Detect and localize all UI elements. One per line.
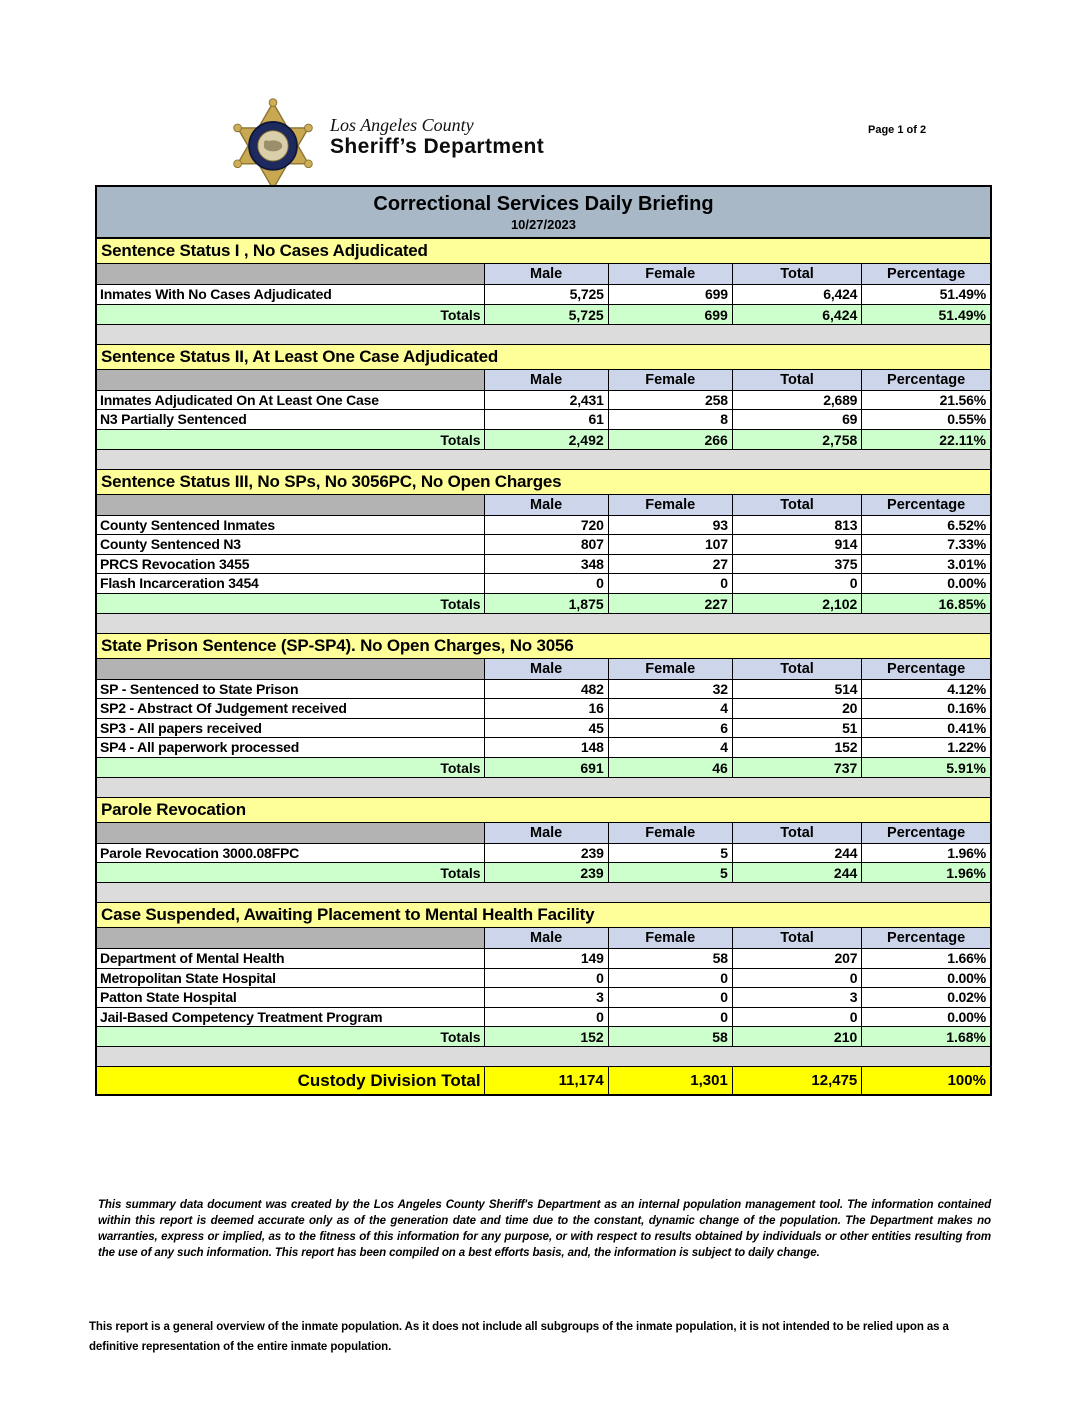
table-row — [97, 699, 990, 719]
row-value: 0 — [609, 969, 733, 989]
report-title-bar — [97, 187, 990, 239]
table-row — [97, 969, 990, 989]
agency-name-line1: Los Angeles County — [330, 115, 474, 135]
totals-value: 51.49% — [862, 305, 990, 325]
totals-value: 227 — [609, 594, 733, 614]
custody-total-male: 11,174 — [485, 1067, 609, 1094]
column-header-spacer — [97, 370, 485, 391]
report-section — [97, 634, 990, 798]
column-header: Male — [485, 264, 609, 285]
row-value: 1.22% — [862, 738, 990, 758]
row-value: 258 — [609, 391, 733, 411]
column-header-spacer — [97, 928, 485, 949]
row-value: 5 — [609, 844, 733, 864]
totals-label: Totals — [97, 1027, 485, 1047]
row-value: 93 — [609, 516, 733, 536]
totals-label: Totals — [97, 594, 485, 614]
report-section — [97, 345, 990, 470]
row-value: 0.16% — [862, 699, 990, 719]
section-heading: Sentence Status II, At Least One Case Adjudicated — [97, 345, 990, 370]
totals-value: 239 — [485, 863, 609, 883]
report-title: Correctional Services Daily Briefing — [373, 193, 714, 215]
custody-total-female: 1,301 — [609, 1067, 733, 1094]
column-header: Percentage — [862, 823, 990, 844]
row-value: 6,424 — [733, 285, 862, 305]
totals-label: Totals — [97, 430, 485, 450]
row-value: 1.96% — [862, 844, 990, 864]
totals-value: 1,875 — [485, 594, 609, 614]
totals-row — [97, 758, 990, 778]
row-value: 0 — [485, 1008, 609, 1028]
row-value: 207 — [733, 949, 862, 969]
section-separator — [97, 325, 990, 345]
column-header: Percentage — [862, 264, 990, 285]
totals-label: Totals — [97, 305, 485, 325]
totals-value: 699 — [609, 305, 733, 325]
column-header: Female — [609, 928, 733, 949]
row-label: Parole Revocation 3000.08FPC — [97, 844, 485, 864]
section-separator — [97, 614, 990, 634]
row-value: 3 — [485, 988, 609, 1008]
row-value: 0 — [485, 574, 609, 594]
row-value: 375 — [733, 555, 862, 575]
report-section — [97, 798, 990, 904]
totals-value: 1.68% — [862, 1027, 990, 1047]
row-label: SP3 - All papers received — [97, 719, 485, 739]
column-header-spacer — [97, 495, 485, 516]
row-value: 239 — [485, 844, 609, 864]
totals-row — [97, 430, 990, 450]
column-header: Female — [609, 823, 733, 844]
row-label: Patton State Hospital — [97, 988, 485, 1008]
row-value: 51 — [733, 719, 862, 739]
column-header-row — [97, 264, 990, 285]
column-header: Percentage — [862, 495, 990, 516]
report-section — [97, 470, 990, 634]
section-separator — [97, 883, 990, 903]
row-value: 2,431 — [485, 391, 609, 411]
row-label: SP2 - Abstract Of Judgement received — [97, 699, 485, 719]
row-value: 6 — [609, 719, 733, 739]
column-header: Total — [733, 264, 862, 285]
totals-value: 5,725 — [485, 305, 609, 325]
document-header — [0, 0, 1088, 185]
row-value: 20 — [733, 699, 862, 719]
row-label: Metropolitan State Hospital — [97, 969, 485, 989]
row-value: 51.49% — [862, 285, 990, 305]
row-value: 807 — [485, 535, 609, 555]
column-header: Female — [609, 495, 733, 516]
agency-logotype — [330, 116, 544, 158]
column-header: Male — [485, 928, 609, 949]
totals-value: 2,758 — [733, 430, 862, 450]
totals-value: 737 — [733, 758, 862, 778]
row-value: 69 — [733, 410, 862, 430]
totals-value: 266 — [609, 430, 733, 450]
totals-value: 6,424 — [733, 305, 862, 325]
row-label: County Sentenced N3 — [97, 535, 485, 555]
row-value: 0.00% — [862, 574, 990, 594]
table-row — [97, 988, 990, 1008]
totals-value: 152 — [485, 1027, 609, 1047]
table-row — [97, 410, 990, 430]
totals-value: 244 — [733, 863, 862, 883]
totals-value: 46 — [609, 758, 733, 778]
totals-value: 16.85% — [862, 594, 990, 614]
table-row — [97, 555, 990, 575]
table-row — [97, 680, 990, 700]
column-header: Total — [733, 495, 862, 516]
row-value: 0 — [609, 1008, 733, 1028]
column-header: Female — [609, 659, 733, 680]
row-value: 61 — [485, 410, 609, 430]
row-value: 4 — [609, 738, 733, 758]
table-row — [97, 516, 990, 536]
row-value: 21.56% — [862, 391, 990, 411]
row-value: 0 — [733, 1008, 862, 1028]
row-value: 482 — [485, 680, 609, 700]
row-value: 0 — [609, 574, 733, 594]
row-label: Flash Incarceration 3454 — [97, 574, 485, 594]
column-header: Percentage — [862, 928, 990, 949]
table-row — [97, 391, 990, 411]
row-value: 813 — [733, 516, 862, 536]
column-header: Female — [609, 264, 733, 285]
section-heading: Sentence Status I , No Cases Adjudicated — [97, 239, 990, 264]
page-number: Page 1 of 2 — [868, 124, 927, 136]
report-footnote: This report is a general overview of the inmate population. As it does not include all subgroups of the inmate population, it is not intended to be relied upon as a definitive representation of the entire inmate population. — [89, 1320, 949, 1353]
column-header: Male — [485, 370, 609, 391]
table-row — [97, 738, 990, 758]
row-value: 148 — [485, 738, 609, 758]
row-value: 6.52% — [862, 516, 990, 536]
row-label: N3 Partially Sentenced — [97, 410, 485, 430]
row-value: 1.66% — [862, 949, 990, 969]
section-separator — [97, 778, 990, 798]
row-value: 0.00% — [862, 969, 990, 989]
column-header: Female — [609, 370, 733, 391]
totals-value: 58 — [609, 1027, 733, 1047]
row-value: 58 — [609, 949, 733, 969]
column-header: Total — [733, 370, 862, 391]
row-value: 0 — [733, 574, 862, 594]
custody-division-total-label: Custody Division Total — [97, 1067, 485, 1094]
custody-division-total-row — [97, 1067, 990, 1094]
agency-name-line2: Sheriff’s Department — [330, 134, 545, 158]
row-value: 720 — [485, 516, 609, 536]
row-value: 514 — [733, 680, 862, 700]
column-header-row — [97, 823, 990, 844]
column-header-row — [97, 370, 990, 391]
column-header: Male — [485, 495, 609, 516]
totals-label: Totals — [97, 863, 485, 883]
row-value: 16 — [485, 699, 609, 719]
row-value: 244 — [733, 844, 862, 864]
sheriff-star-badge-icon — [227, 98, 319, 190]
totals-row — [97, 1027, 990, 1047]
row-value: 0 — [733, 969, 862, 989]
row-value: 3 — [733, 988, 862, 1008]
row-label: Department of Mental Health — [97, 949, 485, 969]
row-value: 914 — [733, 535, 862, 555]
column-header-spacer — [97, 659, 485, 680]
column-header: Total — [733, 659, 862, 680]
totals-value: 691 — [485, 758, 609, 778]
custody-total-percentage: 100% — [862, 1067, 990, 1094]
totals-row — [97, 594, 990, 614]
row-label: SP4 - All paperwork processed — [97, 738, 485, 758]
row-label: County Sentenced Inmates — [97, 516, 485, 536]
column-header-row — [97, 659, 990, 680]
row-value: 32 — [609, 680, 733, 700]
column-header: Total — [733, 823, 862, 844]
section-heading: Parole Revocation — [97, 798, 990, 823]
column-header-row — [97, 495, 990, 516]
row-value: 107 — [609, 535, 733, 555]
table-row — [97, 574, 990, 594]
totals-value: 5 — [609, 863, 733, 883]
row-value: 8 — [609, 410, 733, 430]
section-separator — [97, 450, 990, 470]
column-header: Male — [485, 659, 609, 680]
table-row — [97, 719, 990, 739]
row-label: Inmates Adjudicated On At Least One Case — [97, 391, 485, 411]
row-label: Inmates With No Cases Adjudicated — [97, 285, 485, 305]
table-row — [97, 285, 990, 305]
section-heading: State Prison Sentence (SP-SP4). No Open Charges, No 3056 — [97, 634, 990, 659]
totals-value: 210 — [733, 1027, 862, 1047]
column-header: Total — [733, 928, 862, 949]
row-value: 348 — [485, 555, 609, 575]
row-value: 0.41% — [862, 719, 990, 739]
column-header-row — [97, 928, 990, 949]
section-heading: Sentence Status III, No SPs, No 3056PC, No Open Charges — [97, 470, 990, 495]
table-row — [97, 535, 990, 555]
row-value: 45 — [485, 719, 609, 739]
row-value: 0.00% — [862, 1008, 990, 1028]
table-row — [97, 949, 990, 969]
row-value: 0.02% — [862, 988, 990, 1008]
totals-row — [97, 863, 990, 883]
report-disclaimer: This summary data document was created by the Los Angeles County Sheriff's Department as an internal population management tool. The information contained within this report is deemed accurate only as of the generation date and time due to the constant, dynamic change of the population. The Department makes no warranties, express or implied, as to the fitness of this information for any purpose, or with respect to results obtained by individuals or other entities resulting from the use of any such information. This report has been compiled on a best efforts basis, and, the information is subject to daily change. — [98, 1198, 991, 1260]
row-value: 149 — [485, 949, 609, 969]
table-row — [97, 844, 990, 864]
row-value: 0 — [609, 988, 733, 1008]
totals-value: 2,102 — [733, 594, 862, 614]
totals-label: Totals — [97, 758, 485, 778]
section-heading: Case Suspended, Awaiting Placement to Mental Health Facility — [97, 903, 990, 928]
row-value: 4.12% — [862, 680, 990, 700]
custody-total-total: 12,475 — [733, 1067, 862, 1094]
row-value: 4 — [609, 699, 733, 719]
daily-briefing-report — [95, 185, 992, 1096]
totals-row — [97, 305, 990, 325]
section-separator — [97, 1047, 990, 1067]
totals-value: 5.91% — [862, 758, 990, 778]
column-header-spacer — [97, 823, 485, 844]
column-header-spacer — [97, 264, 485, 285]
table-row — [97, 1008, 990, 1028]
column-header: Male — [485, 823, 609, 844]
totals-value: 22.11% — [862, 430, 990, 450]
report-section — [97, 903, 990, 1067]
row-label: SP - Sentenced to State Prison — [97, 680, 485, 700]
report-section — [97, 239, 990, 345]
row-label: Jail-Based Competency Treatment Program — [97, 1008, 485, 1028]
report-sections — [97, 239, 990, 1067]
totals-value: 2,492 — [485, 430, 609, 450]
row-value: 7.33% — [862, 535, 990, 555]
row-label: PRCS Revocation 3455 — [97, 555, 485, 575]
row-value: 0.55% — [862, 410, 990, 430]
row-value: 3.01% — [862, 555, 990, 575]
row-value: 2,689 — [733, 391, 862, 411]
row-value: 27 — [609, 555, 733, 575]
column-header: Percentage — [862, 370, 990, 391]
row-value: 5,725 — [485, 285, 609, 305]
column-header: Percentage — [862, 659, 990, 680]
row-value: 699 — [609, 285, 733, 305]
report-date: 10/27/2023 — [510, 217, 577, 232]
row-value: 152 — [733, 738, 862, 758]
row-value: 0 — [485, 969, 609, 989]
totals-value: 1.96% — [862, 863, 990, 883]
